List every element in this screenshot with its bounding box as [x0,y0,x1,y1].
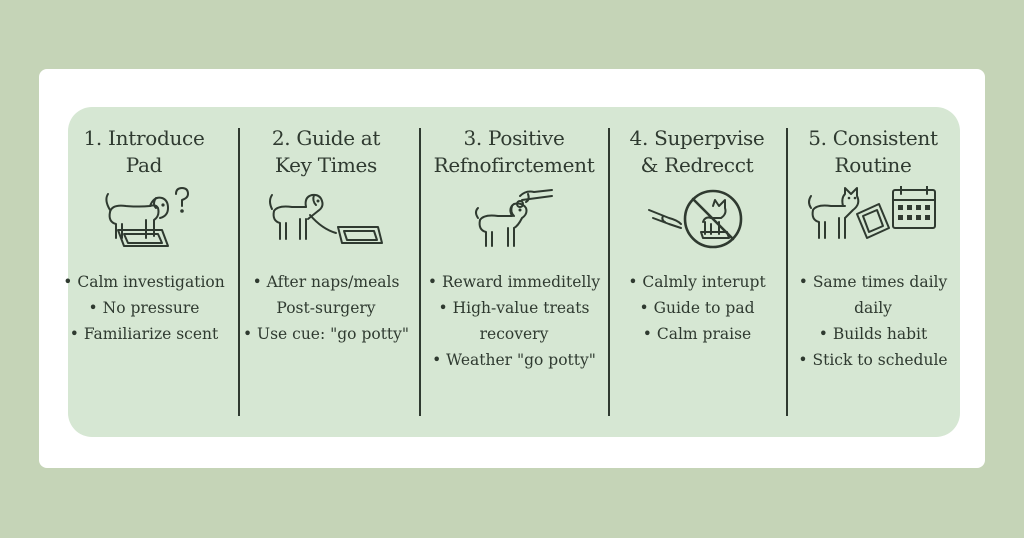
dog-pad-calendar-icon [784,183,962,255]
column-divider [419,128,421,416]
step-title [608,125,786,181]
step-title-line1: 5. Consistent [808,126,938,150]
bullet-item: • Use cue: "go potty" [237,321,415,347]
step-title [55,125,233,181]
bullet-item: • Stick to schedule [784,347,962,373]
bullet-item: • Guide to pad [608,295,786,321]
bullet-item: • Same times daily [784,269,962,295]
dog-on-pad-question-icon [55,183,233,255]
step-title [784,125,962,181]
step-title-line2: & Redrecct [640,153,754,177]
bullet-item: • Reward immeditelly [425,269,603,295]
step-3 [425,125,603,373]
step-title-line2: Key Times [275,153,377,177]
step-title [425,125,603,181]
step-title-line1: 4. Superpvise [629,126,765,150]
step-bullets [55,269,233,347]
bullet-item: • Calm praise [608,321,786,347]
bullet-item: • Calmly interupt [608,269,786,295]
bullet-item: daily [854,299,892,317]
bullet-item: Post-surgery [276,299,376,317]
step-bullets [237,269,415,347]
step-5 [784,125,962,373]
step-title-line1: 2. Guide at [271,126,381,150]
dog-treat-hand-icon [425,183,603,255]
bullet-item: • No pressure [55,295,233,321]
step-2 [237,125,415,347]
step-4 [608,125,786,347]
bullet-item: • Weather "go potty" [425,347,603,373]
step-title-line2: Refnofirctement [433,153,595,177]
bullet-item: • Calm investigation [55,269,233,295]
bullet-item: • Familiarize scent [55,321,233,347]
bullet-item: • After naps/meals [237,269,415,295]
bullet-item: • High-value treats [425,295,603,321]
step-bullets [784,269,962,373]
step-title-line2: Routine [834,153,912,177]
bullet-item: recovery [479,325,549,343]
step-title-line1: 3. Positive [463,126,565,150]
step-title [237,125,415,181]
dog-leash-pad-icon [237,183,415,255]
step-bullets [608,269,786,347]
bullet-item: • Builds habit [784,321,962,347]
step-title-line1: 1. Introduce [83,126,205,150]
step-title-line2: Pad [125,153,163,177]
step-bullets [425,269,603,373]
no-dog-pointing-hand-icon [608,183,786,255]
step-1 [55,125,233,347]
